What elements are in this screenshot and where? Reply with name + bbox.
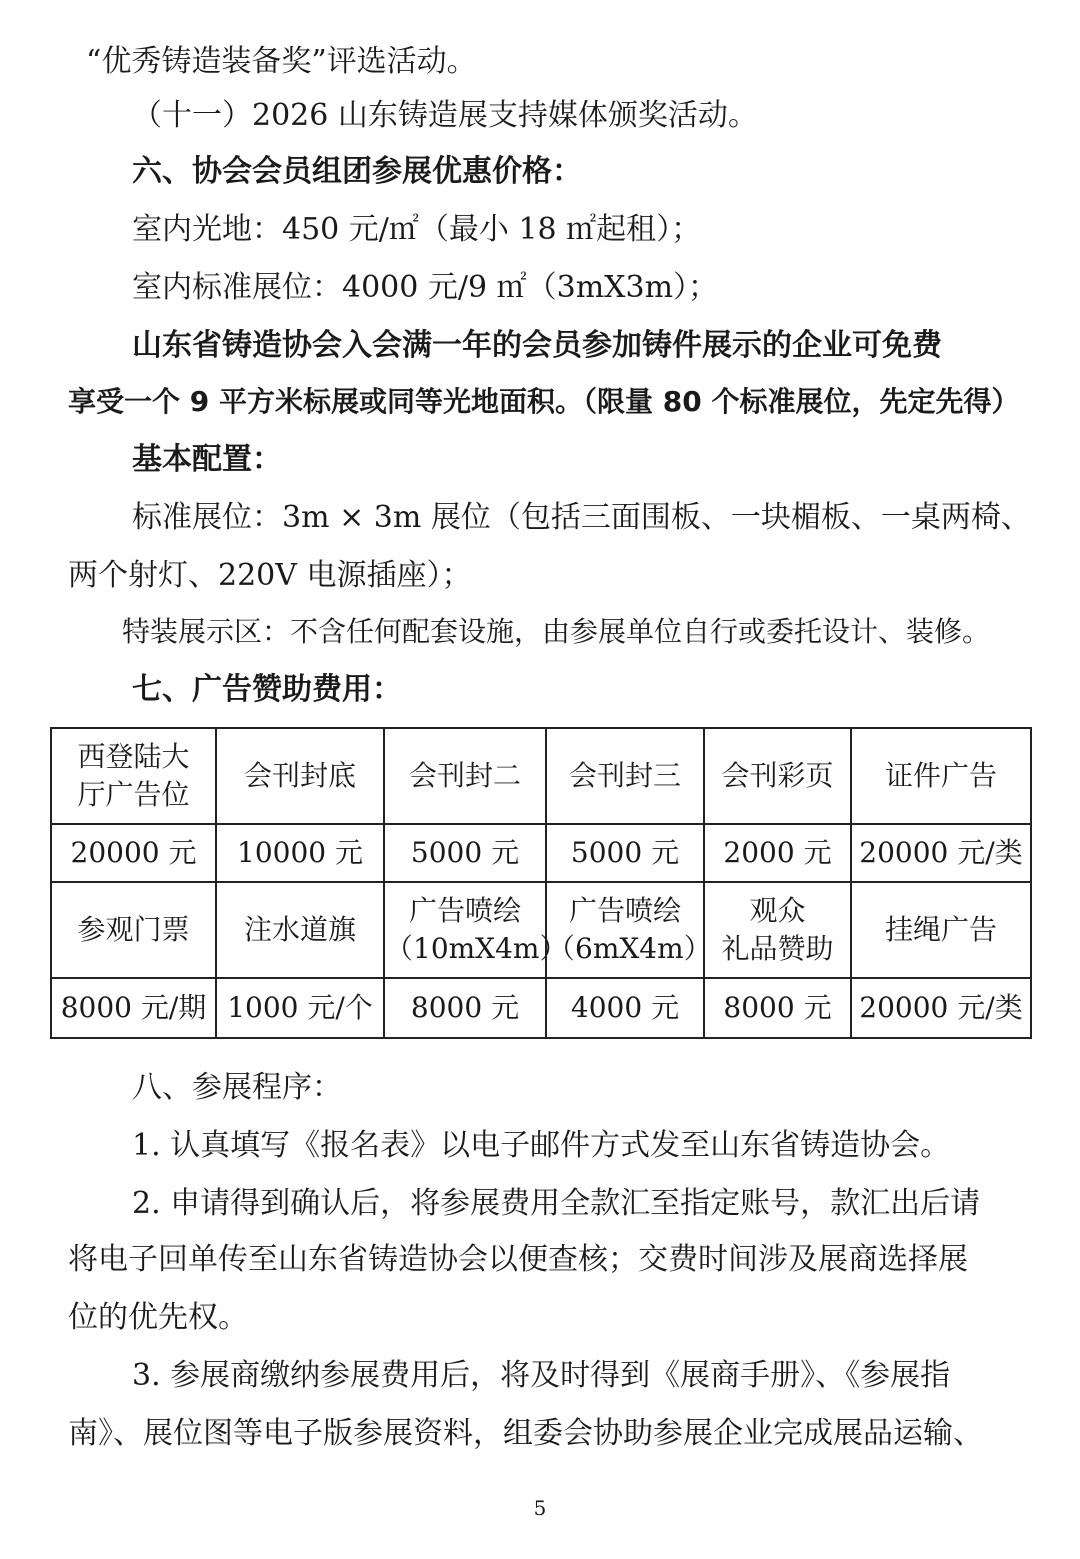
ad-sponsorship-table: [50, 727, 1032, 1039]
text-line: （十一）2026 山东铸造展支持媒体颁奖活动。: [132, 98, 758, 133]
text-line: “优秀铸造装备奖”评选活动。: [86, 44, 477, 79]
table-row: [51, 978, 1031, 1038]
text-line: 两个射灯、220V 电源插座）；: [68, 558, 472, 593]
table-row: [51, 882, 1031, 978]
bold-text-line: 享受一个 9 平方米标展或同等光地面积。（限量 80 个标准展位，先定先得）: [68, 385, 1020, 418]
price-cell: 4000 元: [546, 978, 704, 1038]
table-header-cell: 观众 礼品赞助: [704, 882, 851, 978]
text-line: 2. 申请得到确认后，将参展费用全款汇至指定账号，款汇出后请: [132, 1186, 981, 1221]
table-header-cell: 广告喷绘 （6mX4m）: [546, 882, 704, 978]
section-heading-six: 六、协会会员组团参展优惠价格：: [132, 154, 582, 189]
price-cell: 5000 元: [546, 824, 704, 882]
table-header-cell: 会刊封二: [384, 728, 546, 824]
table-header-cell: 西登陆大 厅广告位: [51, 728, 216, 824]
table-header-cell: 参观门票: [51, 882, 216, 978]
price-cell: 8000 元: [704, 978, 851, 1038]
text-line: 标准展位：3m × 3m 展位（包括三面围板、一块楣板、一桌两椅、: [132, 500, 1031, 535]
price-cell: 10000 元: [216, 824, 384, 882]
table-row: [51, 824, 1031, 882]
price-cell: 8000 元: [384, 978, 546, 1038]
table-header-cell: 会刊封三: [546, 728, 704, 824]
table-header-cell: 广告喷绘 （10mX4m）: [384, 882, 546, 978]
table-row: [51, 728, 1031, 824]
text-line: 位的优先权。: [68, 1300, 248, 1335]
text-line: 室内标准展位：4000 元/9 ㎡（3mX3m）；: [132, 270, 719, 305]
page-number: 5: [533, 1496, 547, 1520]
text-line: 3. 参展商缴纳参展费用后，将及时得到《展商手册》、《参展指: [132, 1358, 951, 1393]
price-cell: 20000 元/类: [851, 824, 1031, 882]
table-header-cell: 会刊彩页: [704, 728, 851, 824]
table-header-cell: 会刊封底: [216, 728, 384, 824]
price-cell: 5000 元: [384, 824, 546, 882]
price-cell: 20000 元: [51, 824, 216, 882]
table-header-cell: 注水道旗: [216, 882, 384, 978]
subheading-basic-config: 基本配置：: [132, 442, 282, 477]
price-cell: 20000 元/类: [851, 978, 1031, 1038]
price-cell: 1000 元/个: [216, 978, 384, 1038]
table-header-cell: 挂绳广告: [851, 882, 1031, 978]
text-line: 将电子回单传至山东省铸造协会以便查核；交费时间涉及展商选择展: [68, 1242, 968, 1277]
section-heading-seven: 七、广告赞助费用：: [132, 672, 402, 707]
bold-text-line: 山东省铸造协会入会满一年的会员参加铸件展示的企业可免费: [132, 328, 942, 363]
price-cell: 8000 元/期: [51, 978, 216, 1038]
price-cell: 2000 元: [704, 824, 851, 882]
text-line: 室内光地：450 元/㎡（最小 18 ㎡起租）；: [132, 212, 702, 247]
section-heading-eight: 八、参展程序：: [132, 1070, 342, 1105]
text-line: 南》、展位图等电子版参展资料，组委会协助参展企业完成展品运输、: [68, 1416, 983, 1451]
table-header-cell: 证件广告: [851, 728, 1031, 824]
text-line: 特装展示区：不含任何配套设施，由参展单位自行或委托设计、装修。: [122, 615, 991, 648]
text-line: 1. 认真填写《报名表》以电子邮件方式发至山东省铸造协会。: [132, 1128, 951, 1163]
